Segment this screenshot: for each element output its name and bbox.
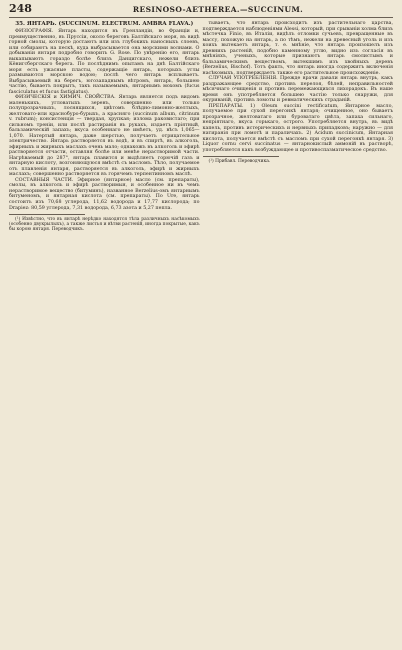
article-title: 35. ЯНТАРЬ. (SUCCINUM. ELECTRUM. AMBRA FLAVA.) xyxy=(15,21,194,27)
running-title: RESINOSO-AETHEREA.—SUCCINUM. xyxy=(132,5,304,14)
paragraph-origin: тываетъ, что янтарь происходитъ изъ растительнаго царства, подтверждается наблюденіями Alessi, который, при срываніи холма близъ мѣстечка Finio, въ Италіи, видѣлъ отломки сучьевъ, превращенные въ массу, похожую на янтарь, а по тѣмъ, нежели на древесный уголь и изъ коихъ вытекаетъ янтарь, т. е. мнѣніе, что янтарь произошелъ изъ древнихъ растеній, подобно каменному углю, видно изъ согласія въ мнѣніяхъ, ученыхъ, которые признаютъ янтарь смолистымъ и бальзамическимъ веществомъ, вытекшимъ изъ хвойныхъ деревъ (Berzelius, Bischof). Тотъ факть, что янтарь иногда содержитъ включенія насѣкомыхъ, подтверждаетъ также его растительное происхожденіе. xyxy=(202,21,393,76)
paragraph-properties: ФИЗИЧЕСКІЯ и ХИМИЧ. СВОЙСТВА. Янтарь является подъ видомъ маленькихъ, угловатыхъ зеренъ, совершенно или только полупрозрачныхъ, лоснящихся, цвѣтомъ блѣдно-лимонно-желтыхъ, желтовато-или краснобуро-бурыхъ, а красняго (succinum album, citrinum v. rubrum); консистенція — твердая, хрупкая; излома раковистаго; при сильномъ треніи, или послѣ растиранія въ рукахъ, издаетъ пріятный, бальзамическій запахъ; вкуса особеннаго не имѣетъ, уд. вѣсъ 1,065—1,070. Натертый янтарь, даже шерстью, получаетъ отрицательное электричество. Янтарь растворяется въ водѣ, и въ спиртѣ, въ алкоголь, эфирныхъ и жирныхъ маслахъ очень мало; однакожъ въ алкоголь и эфирѣ растворяется отчасти, оставляя болѣе или менѣе нерастворимой части. Нагрѣваемый до 287°, янтарь плавится и выдѣляетъ горючій газъ и янтарную кислоту, возгоняющуюся вмѣстѣ съ масломъ. Тѣло, получаемое отъ плавленія янтаря, растворяется въ алкоголь, эфирѣ и жирныхъ маслахъ; совершенно растворяется въ горячемъ терпентинномъ маслѣ. xyxy=(9,95,200,178)
paragraph-preparations: ПРЕПАРАТЫ. 1) Oleum succini rectificatum, Янтарное масло, получаемое при сухой перегонкѣ янтаря; очищенное, оно бываетъ прозрачное, желтоватаго или буроватаго цвѣта, запаха сильнаго, непріятнаго, вкуса горькаго, острого. Употребляется внутрь, въ видѣ капель, противъ истерическихъ и нервныхъ припадковъ; наружно — для натиранія при ломотѣ и параличахъ. 2) Acidum succinicum, Янтарная кислота, получается вмѣстѣ съ масломъ при сухой перегонкѣ янтаря. 3) Liquor cornu cervi succinatus — янтарнокислый аммоній въ растворѣ, употребляется какъ возбуждающее и противоспазматическое средство. xyxy=(202,103,393,153)
footnote-left: (¹) Извѣстно, что въ янтарѣ нерѣдко находятся тѣла различныхъ насѣкомыхъ (особенно двукрылыхъ), а также листья и вѣтви растеній, иногда покрытые, какъ бы корою янтаря. Переводчикъ. xyxy=(9,217,200,233)
paragraph-usage: СЛУЧАИ УПОТРЕБЛЕНІЯ. Прежде врачи давали янтарь внутрь, какъ раздражающее средство, противъ перелоя, бѣлей, неправильностей мѣсячнаго очищенія и противъ перемежающихся лихорадокъ. Въ наше время онъ употребляется большею частію только снаружи, для окуриваній, противъ ломоты и ревматическихъ страданій. xyxy=(202,76,393,104)
right-column xyxy=(202,21,394,627)
footnote-right: (¹) Прибавл. Переводчика. xyxy=(208,159,271,165)
left-column xyxy=(9,21,200,627)
page-header xyxy=(9,2,393,18)
text-columns xyxy=(9,21,393,627)
footnote-rule xyxy=(9,214,85,215)
paragraph-physiography: ФИЗІОГРАФІЯ. Янтарь находится въ Гренландіи, во Франціи и, преимущественно, въ Пруссіи, около береговъ Балтійскаго моря, въ видѣ горной смолы, которую достаютъ или изъ глубокихъ наносныхъ слоевъ, или собираютъ на пескѣ, куда выбрасывается она морскими волнами. О добываніи янтаря подробно говорить G. Rose. По увѣренію его, янтарь выкапываютъ гораздо болѣе близъ Данцигскаго, нежели близъ Кёнигсбергскаго берега. По послѣднимъ опытамъ на днѣ Балтійскаго моря есть ужасные пласты, содержащіе янтарь, которыхъ углы размываются морскою водою; послѣ чего янтарь всплываетъ. Выбрасываемый на берегъ, югозападнымъ вѣтромъ, янтарь, большею частію, бываетъ покрытъ, такъ называемымъ, янтарнымъ мохомъ (fucus fasciculatus et fucus fastigiatus). xyxy=(9,29,200,95)
paragraph-composition: СОСТАВНЫЯ ЧАСТИ. Эфирное (янтарное) масло (см. препараты), смолы, въ алкоголь и эфирѣ растворимыя, и особенное ни въ чемъ нерастворимое вещество (битуминъ), названное Berzelius-омъ янтарнымъ битуменомъ, и янтарная кислота (см. препараты). По Ure, янтарь состоитъ изъ 70,68 углерода, 11,62 водорода и 17,77 кислорода; по Drapiez: 80,59 углерода, 7,31 водорода, 6,73 азота и 5,27 пепла. xyxy=(9,177,200,211)
footnote-rule-right xyxy=(203,156,279,157)
page-number: 248 xyxy=(9,2,32,15)
